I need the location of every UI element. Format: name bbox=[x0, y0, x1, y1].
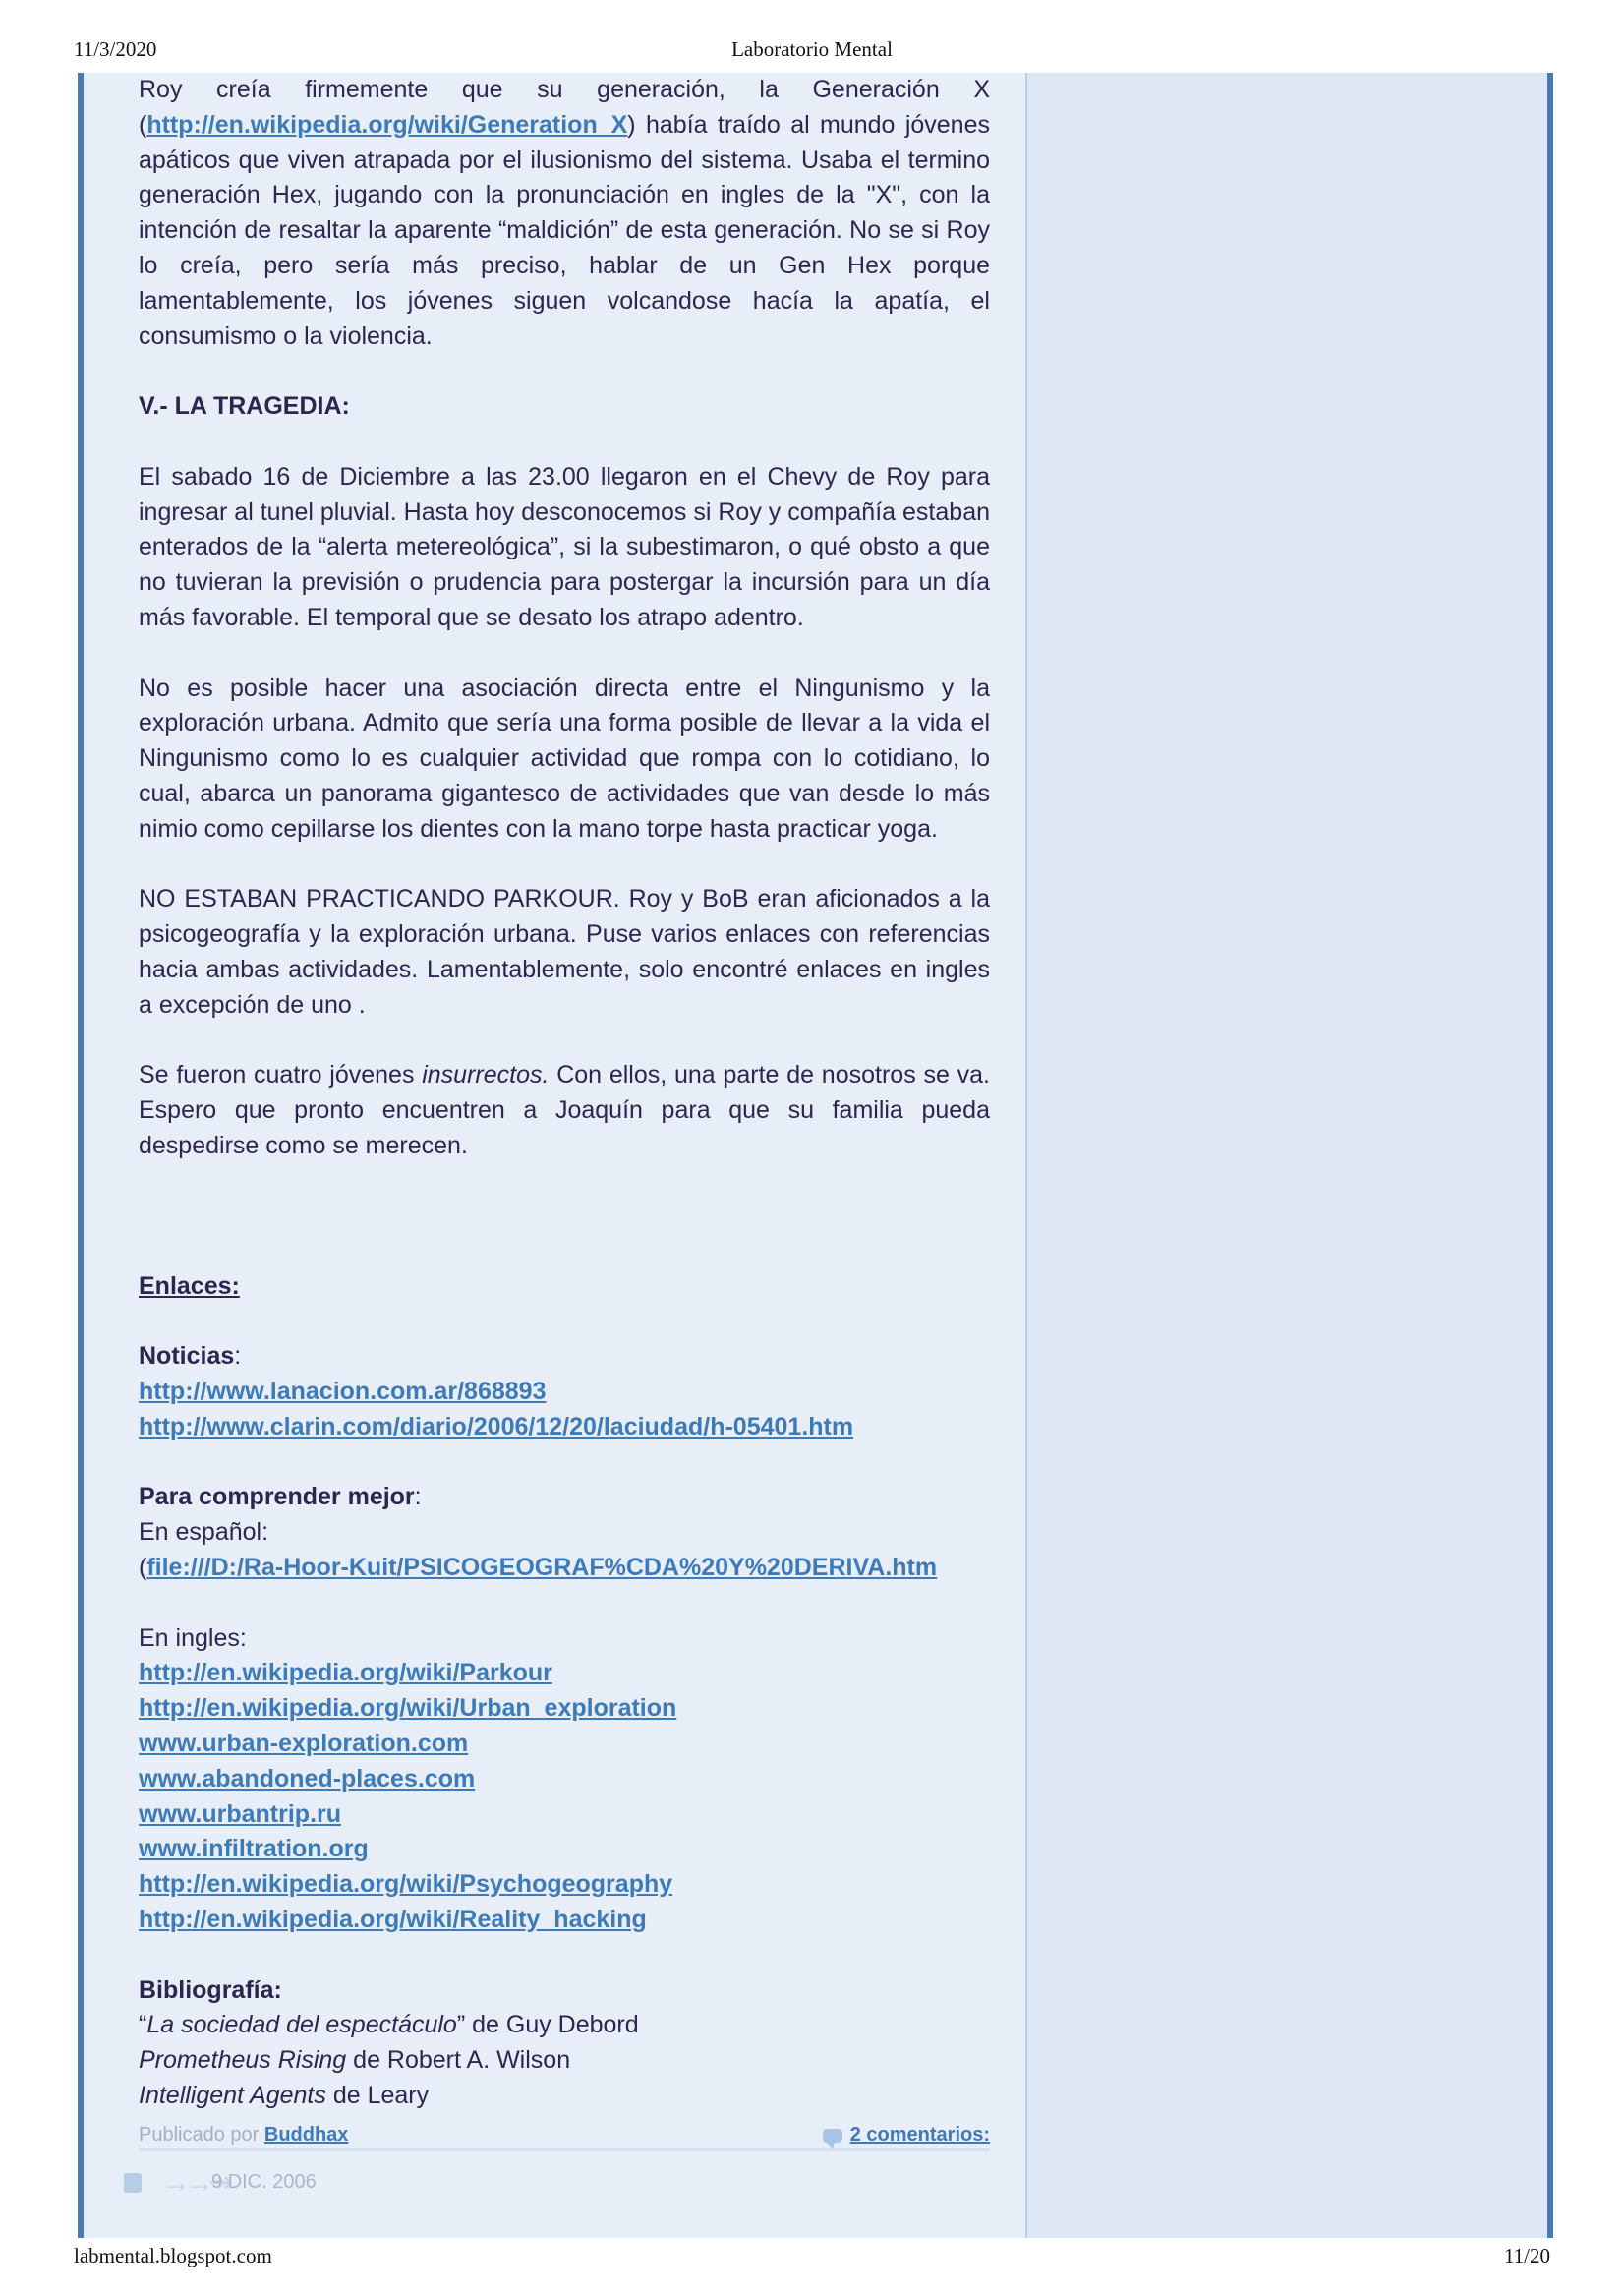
english-link[interactable]: http://en.wikipedia.org/wiki/Parkour bbox=[139, 1659, 552, 1687]
bibliography-block bbox=[139, 1973, 990, 2114]
print-url: labmental.blogspot.com bbox=[74, 2244, 272, 2267]
links-title-block bbox=[139, 1269, 990, 1305]
english-link[interactable]: http://en.wikipedia.org/wiki/Urban_exploration bbox=[139, 1694, 677, 1723]
comments-link[interactable]: 2 comentarios: bbox=[823, 2122, 990, 2148]
english-link[interactable]: www.urbantrip.ru bbox=[139, 1799, 342, 1828]
english-link[interactable]: www.urban-exploration.com bbox=[139, 1730, 469, 1758]
english-link[interactable]: http://en.wikipedia.org/wiki/Reality_hacking bbox=[139, 1906, 647, 1934]
print-date: 11/3/2020 bbox=[74, 37, 157, 61]
english-link[interactable]: www.abandoned-places.com bbox=[139, 1764, 476, 1793]
bibliography-label: Bibliografía: bbox=[139, 1975, 282, 2004]
print-page-number: 11/20 bbox=[1503, 2244, 1550, 2267]
bullet-icon bbox=[124, 2173, 142, 2193]
english-link[interactable]: http://en.wikipedia.org/wiki/Psychogeography bbox=[139, 1870, 673, 1899]
bibliography-item: “La sociedad del espectáculo” de Guy Debord bbox=[139, 2011, 639, 2039]
print-footer bbox=[0, 2244, 1624, 2283]
section-heading-tragedia: V.- LA TRAGEDIA: bbox=[139, 392, 350, 421]
comment-icon bbox=[823, 2129, 842, 2143]
news-link[interactable]: http://www.lanacion.com.ar/868893 bbox=[139, 1378, 547, 1406]
links-title: Enlaces: bbox=[139, 1271, 240, 1300]
bibliography-item: Prometheus Rising de Robert A. Wilson bbox=[139, 2046, 571, 2075]
paragraph-parkour: NO ESTABAN PRACTICANDO PARKOUR. Roy y BoB eran aficionados a la psicogeografía y la exploración urbana. Puse varios enlaces con referencias hacia ambas actividades. Lamentablemente, solo encontré enlaces en ingles a excepción de uno . bbox=[139, 885, 990, 1019]
published-by-label: Publicado por bbox=[139, 2124, 264, 2146]
paragraph-generation-x: Roy creía firmemente que su generación, la Generación X (http://en.wikipedia.org/wiki/Generation_X) había traído al mundo jóvenes apáticos que viven atrapada por el ilusionismo del sistema. Usaba el termino generación Hex, jugando con la pronunciación en ingles de la "X", con la intención de resaltar la aparente “maldición” de esta generación. No se si Roy lo creía, pero sería más preciso, hablar de un Gen Hex porque lamentablemente, los jóvenes siguen volcandose hacía la apatía, el consumismo o la violencia. bbox=[139, 76, 990, 350]
spanish-label: En español: bbox=[139, 1518, 269, 1547]
spacer bbox=[139, 1164, 990, 1269]
understand-label: Para comprender mejor bbox=[139, 1483, 415, 1511]
print-header bbox=[0, 37, 1624, 77]
understand-block: Para comprender mejor: En español: (file:///D:/Ra-Hoor-Kuit/PSICOGEOGRAF%CDA%20Y%20DERIVA.htm bbox=[139, 1480, 990, 1585]
sidebar-column bbox=[1027, 73, 1547, 2238]
post-body bbox=[139, 73, 990, 2114]
next-post-date: 9 DIC. 2006 bbox=[211, 2171, 317, 2193]
english-link[interactable]: www.infiltration.org bbox=[139, 1835, 369, 1863]
english-links-block bbox=[139, 1621, 990, 1938]
english-label: En ingles: bbox=[139, 1623, 247, 1652]
bibliography-item: Intelligent Agents de Leary bbox=[139, 2082, 430, 2110]
arrows-icon: →→↠ bbox=[161, 2166, 228, 2199]
spanish-link[interactable]: file:///D:/Ra-Hoor-Kuit/PSICOGEOGRAF%CDA%20Y%20DERIVA.htm bbox=[146, 1554, 938, 1582]
paragraph-insurrectos: Se fueron cuatro jóvenes insurrectos. Con ellos, una parte de nosotros se va. Espero que pronto encuentren a Joaquín para que su familia pueda despedirse como se merecen. bbox=[139, 1061, 990, 1159]
news-label: Noticias bbox=[139, 1342, 235, 1371]
paragraph-ningunismo: No es posible hacer una asociación directa entre el Ningunismo y la exploración urbana. Admito que sería una forma posible de llevar a la vida el Ningunismo como lo es cualquier actividad que rompa con lo cotidiano, lo cual, abarca un panorama gigantesco de actividades que van desde lo más nimio como cepillarse los dientes con la mano torpe hasta practicar yoga. bbox=[139, 674, 990, 843]
news-link[interactable]: http://www.clarin.com/diario/2006/12/20/laciudad/h-05401.htm bbox=[139, 1412, 854, 1441]
paragraph-tragedia: El sabado 16 de Diciembre a las 23.00 llegaron en el Chevy de Roy para ingresar al tunel pluvial. Hasta hoy desconocemos si Roy y compañía estaban enterados de la “alerta metereológica”, si la subestimaron, o qué obsto a que no tuvieran la previsión o prudencia para postergar la incursión para un día más favorable. El temporal que se desato los atrapo adentro. bbox=[139, 462, 990, 631]
generation-x-link[interactable]: http://en.wikipedia.org/wiki/Generation_X bbox=[146, 110, 628, 139]
post-footer bbox=[139, 2122, 990, 2151]
news-links-block: Noticias: http://www.lanacion.com.ar/868893 http://www.clarin.com/diario/2006/12/20/laciudad/h-05401.htm bbox=[139, 1339, 990, 1444]
print-title: Laboratorio Mental bbox=[731, 37, 893, 61]
author-link[interactable]: Buddhax bbox=[263, 2124, 349, 2146]
